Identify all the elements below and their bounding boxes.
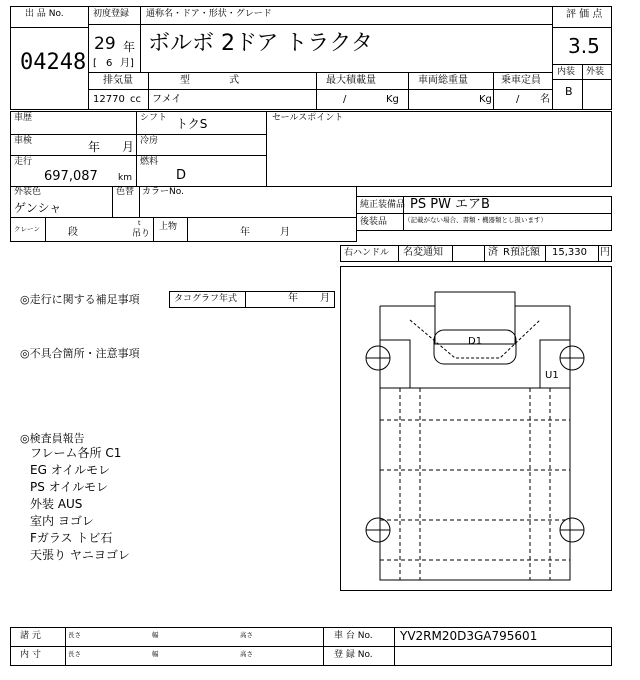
- lot-number: 04248: [20, 50, 87, 75]
- inspector-report-list: [30, 447, 130, 566]
- report-line: 室内 ヨゴレ: [30, 514, 94, 528]
- width-label: 幅: [152, 631, 159, 639]
- tachograph-year-unit: 年: [288, 293, 298, 304]
- max-load-slash: /: [343, 94, 347, 105]
- dimensions-label: 諸 元: [20, 631, 41, 641]
- tachograph-label: タコグラフ年式: [174, 294, 238, 304]
- registration-month-suffix: 月]: [120, 58, 134, 69]
- inner-width-label: 幅: [152, 650, 159, 658]
- tachograph-month-unit: 月: [320, 293, 330, 304]
- registration-month: 6: [106, 58, 113, 69]
- vehicle-name: ボルボ 2ドア トラクタ: [148, 31, 373, 56]
- shift-label: シフト: [140, 113, 168, 123]
- capacity-unit: 名: [540, 94, 550, 105]
- report-line: 天張り ヤニヨゴレ: [30, 548, 130, 562]
- registration-year: 29: [94, 34, 116, 54]
- recycle-deposit-unit: 円: [600, 247, 610, 258]
- inner-dimensions-label: 内 寸: [20, 650, 41, 660]
- crane-stage: 段: [68, 227, 78, 238]
- genuine-equipment-value: PS PW エアB: [410, 197, 490, 212]
- exterior-color-value: ゲンシャ: [14, 201, 62, 215]
- exterior-label: 外装: [586, 67, 605, 77]
- crane-ton: t: [138, 219, 141, 227]
- recycle-deposit-value: 15,330: [552, 247, 587, 258]
- fuel-value: D: [176, 168, 187, 183]
- lot-number-label: 出 品 No.: [25, 9, 64, 19]
- driving-notes-label: ◎走行に関する補足事項: [20, 293, 140, 306]
- recycle-deposit-status: 済: [488, 247, 498, 258]
- history-label: 車歴: [14, 113, 33, 123]
- aftermarket-label: 後装品: [360, 217, 388, 227]
- report-line: 外装 AUS: [30, 497, 83, 511]
- mileage-label: 走行: [14, 157, 33, 167]
- inspection-year-unit: 年: [88, 140, 101, 154]
- first-registration-label: 初度登録: [93, 9, 130, 19]
- model-type-value: フメイ: [152, 94, 182, 105]
- model-label: 通称名・ドア・形状・グレード: [146, 9, 272, 19]
- height-label: 高さ: [240, 631, 253, 639]
- gross-weight-unit: Kg: [479, 94, 492, 105]
- ac-label: 冷房: [140, 136, 159, 146]
- upper-month-unit: 月: [280, 227, 290, 238]
- damage-mark-d1: D1: [468, 336, 483, 347]
- name-change-notice-label: 名変通知: [403, 247, 443, 258]
- report-line: Fガラス トビ石: [30, 531, 113, 545]
- color-code-label: カラーNo.: [142, 187, 184, 197]
- chassis-inner: [400, 388, 550, 580]
- recycle-deposit-label: R預託額: [503, 247, 540, 258]
- aftermarket-note: （記載がない場合、書類・機器類とし扱います）: [404, 216, 547, 224]
- crane-hang: 吊り: [132, 229, 151, 239]
- overall-score: 3.5: [568, 34, 600, 58]
- shift-value: トクS: [176, 117, 208, 131]
- chassis-cross: [380, 420, 570, 560]
- color-change-label: 色替: [116, 187, 135, 197]
- gross-weight-label: 車両総重量: [418, 75, 468, 86]
- max-load-label: 最大積載量: [326, 75, 376, 86]
- model-type-label: 型 式: [180, 75, 258, 86]
- registration-year-unit: 年: [123, 40, 136, 54]
- chassis: [380, 388, 570, 580]
- report-line: PS オイルモレ: [30, 480, 109, 494]
- report-line: EG オイルモレ: [30, 463, 111, 477]
- displacement-unit: cc: [130, 94, 141, 105]
- capacity-label: 乗車定員: [501, 75, 541, 86]
- displacement-value: 12770: [93, 94, 125, 105]
- inner-length-label: 長さ: [68, 650, 81, 658]
- registration-number-label: 登 録 No.: [334, 650, 373, 660]
- inspection-label: 車検: [14, 136, 33, 146]
- handle-position: 右ハンドル: [344, 248, 390, 258]
- max-load-unit: Kg: [386, 94, 399, 105]
- report-line: フレーム各所 C1: [30, 446, 122, 460]
- upper-body-label: 上物: [159, 222, 178, 232]
- defects-label: ◎不具合箇所・注意事項: [20, 347, 140, 360]
- inner-height-label: 高さ: [240, 650, 253, 658]
- genuine-equipment-label: 純正装備品: [360, 200, 406, 210]
- interior-label: 内装: [557, 67, 576, 77]
- inspection-month-unit: 月: [122, 140, 135, 154]
- score-label: 評 価 点: [566, 9, 603, 20]
- displacement-label: 排気量: [103, 75, 133, 86]
- mileage-value: 697,087: [44, 169, 98, 184]
- upper-year-unit: 年: [240, 227, 250, 238]
- capacity-slash: /: [516, 94, 520, 105]
- length-label: 長さ: [68, 631, 81, 639]
- damage-mark-u1: U1: [545, 370, 559, 381]
- crane-label: クレーン: [14, 225, 40, 233]
- registration-month-prefix: [: [93, 58, 97, 69]
- sales-point-label: セールスポイント: [272, 113, 344, 123]
- fuel-label: 燃料: [140, 157, 159, 167]
- exterior-color-label: 外装色: [14, 187, 42, 197]
- inspector-report-label: ◎検査員報告: [20, 432, 85, 445]
- chassis-number: YV2RM20D3GA795601: [400, 629, 538, 643]
- chassis-number-label: 車 台 No.: [334, 631, 373, 641]
- mileage-unit: km: [118, 173, 132, 183]
- interior-grade: B: [565, 85, 573, 98]
